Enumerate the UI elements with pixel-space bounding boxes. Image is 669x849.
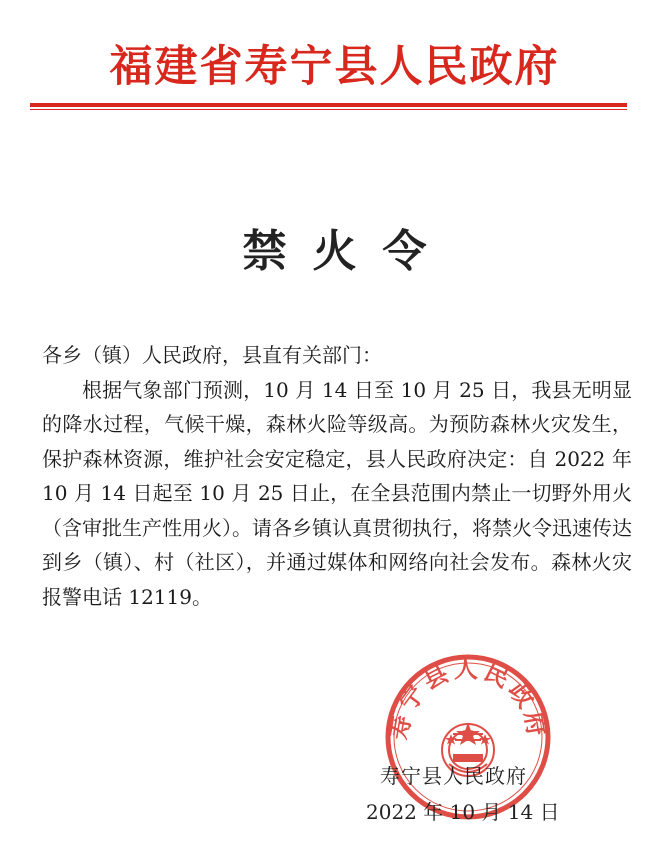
document-body (42, 338, 632, 614)
document-title: 禁火令 (242, 226, 453, 277)
body-paragraph: 根据气象部门预测，10 月 14 日至 10 月 25 日，我县无明显的降水过程，气候干燥，森林火险等级高。为预防森林火灾发生，保护森林资源，维护社会安定稳定，县人民政府决定：自 2022 年 10 月 14 日起至 10 月 25 日止，在全县范围内禁止一切野外用火（含审批生产性用火）。请各乡镇认真贯彻执行，将禁火令迅速传达到乡（镇）、村（社区），并通过媒体和网络向社会发布。森林火灾报警电话 12119。 (42, 377, 632, 609)
letterhead-rule-thin (30, 109, 627, 110)
seal-text: 寿宁县人民政府 (383, 654, 553, 742)
letterhead-title: 福建省寿宁县人民政府 (109, 42, 560, 92)
issuer-name: 寿宁县人民政府 (380, 764, 527, 788)
issue-date: 2022 年 10 月 14 日 (366, 800, 560, 824)
salutation: 各乡（镇）人民政府，县直有关部门： (42, 343, 382, 367)
letterhead-rule-thick (30, 103, 627, 107)
